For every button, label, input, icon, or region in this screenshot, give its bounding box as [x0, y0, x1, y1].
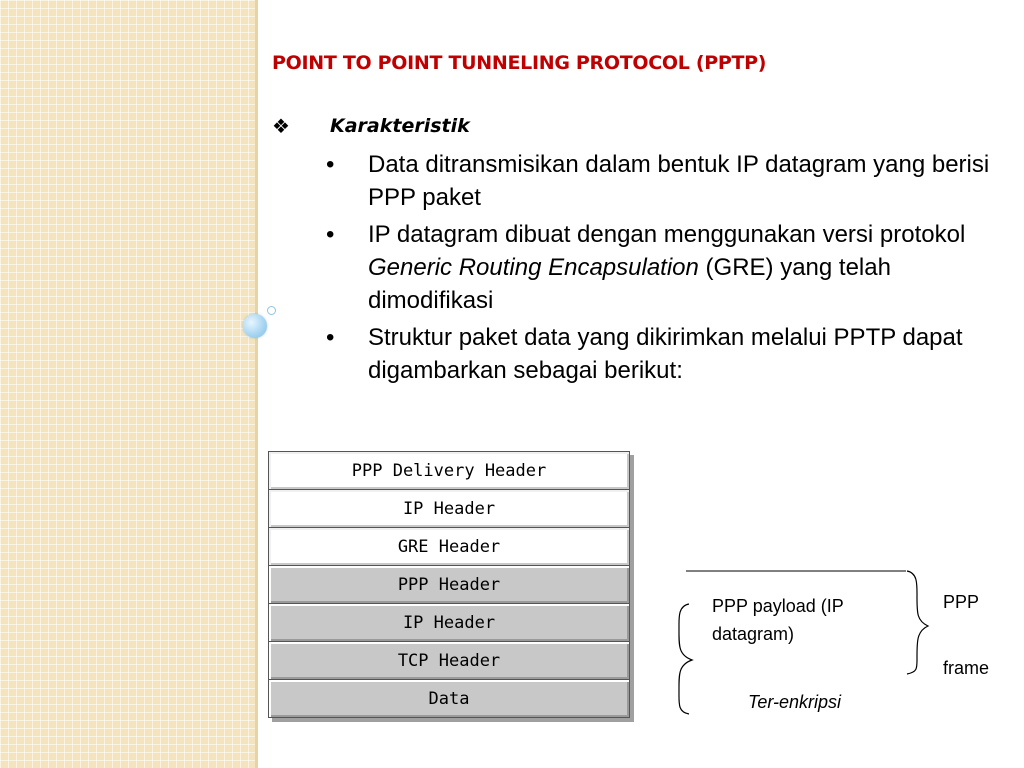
encrypted-label: Ter-enkripsi: [748, 692, 842, 712]
bullet-text: Struktur paket data yang dikirimkan melalui PPTP dapat digambarkan sebagai berikut:: [368, 324, 963, 384]
bullet-dot-icon: •: [326, 151, 335, 178]
bullet-text-italic: Generic Routing Encapsulation: [368, 254, 699, 281]
frame-label: frame: [943, 658, 990, 678]
packet-layer: PPP Delivery Header: [268, 451, 630, 489]
bullet-text: IP datagram dibuat dengan menggunakan versi protokol: [368, 221, 966, 248]
encrypted-brace: [679, 604, 692, 714]
packet-layer: Data: [268, 679, 630, 718]
section-heading: Karakteristik: [330, 115, 470, 137]
bullet-dot-icon: •: [326, 221, 335, 248]
packet-layer: IP Header: [268, 603, 630, 641]
slide-title: POINT TO POINT TUNNELING PROTOCOL (PPTP): [272, 52, 767, 74]
packet-layer: TCP Header: [268, 641, 630, 679]
packet-layer: IP Header: [268, 489, 630, 527]
bullet-text: Data ditransmisikan dalam bentuk IP datagram yang berisi PPP paket: [368, 151, 990, 211]
bullet-text: (GRE) yang telah dimodifikasi: [368, 254, 891, 314]
diamond-bullet-icon: ❖: [272, 116, 290, 138]
ppp-payload-label: PPP payload (IP datagram): [712, 596, 844, 644]
bullet-dot-icon: •: [326, 324, 335, 351]
packet-layer: PPP Header: [268, 565, 630, 603]
ppp-label: PPP: [943, 592, 980, 612]
packet-layer: GRE Header: [268, 527, 630, 565]
